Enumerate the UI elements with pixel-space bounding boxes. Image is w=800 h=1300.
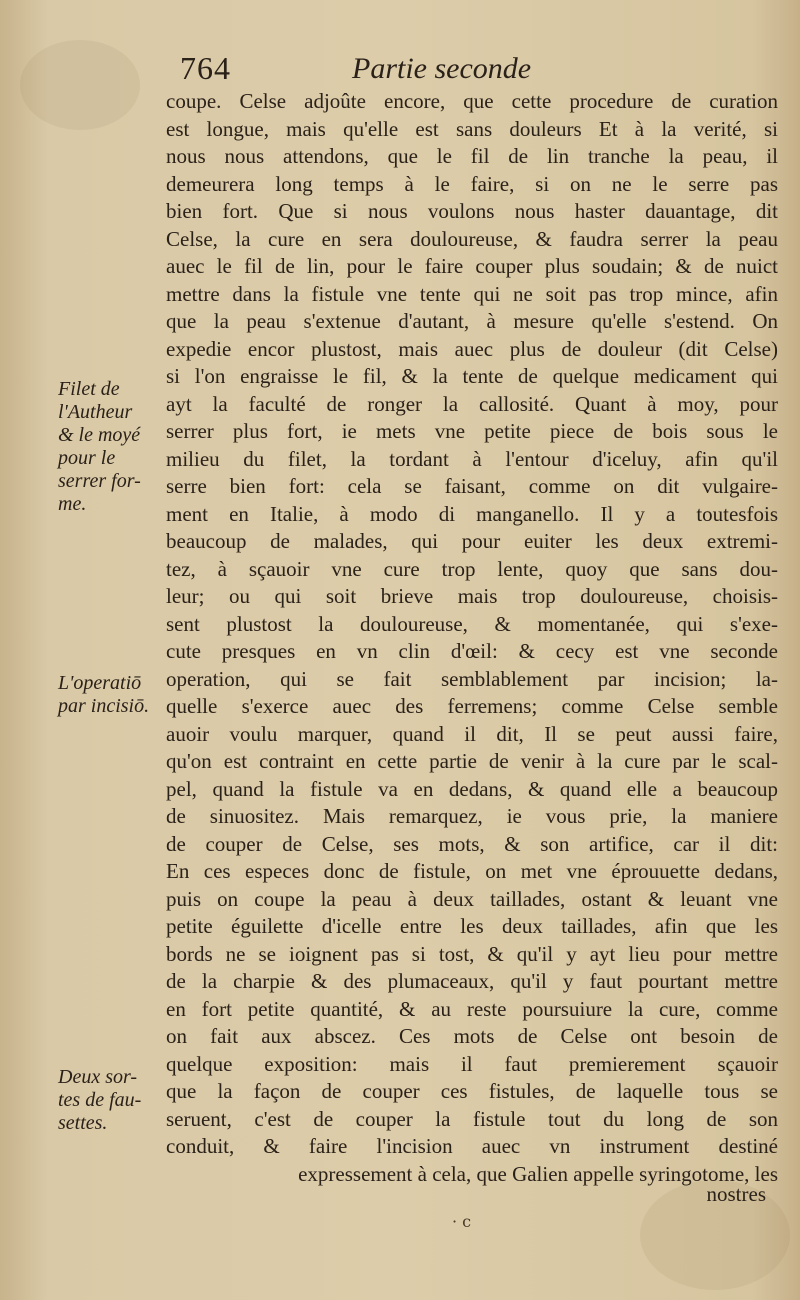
text-line: conduit, & faire l'incision auec vn instrument destiné bbox=[166, 1134, 778, 1158]
text-line: de sinuositez. Mais remarquez, ie vous prie, la maniere bbox=[166, 804, 778, 828]
text-line: nous nous attendons, que le fil de lin tranche la peau, il bbox=[166, 144, 778, 168]
margin-note-line: par incisiō. bbox=[58, 695, 150, 717]
text-line: en fort petite quantité, & au reste poursuiure la cure, comme bbox=[166, 996, 778, 1021]
margin-note-line: Filet de bbox=[58, 378, 120, 400]
margin-note-line: settes. bbox=[58, 1112, 108, 1134]
text-line: quelque exposition: mais il faut premierement sçauoir bbox=[166, 1051, 778, 1076]
text-line: de couper de Celse, ses mots, & son artifice, car il dit: bbox=[166, 831, 778, 856]
text-line: ayt la faculté de ronger la callosité. Quant à moy, pour bbox=[166, 391, 778, 416]
text-line: est longue, mais qu'elle est sans douleurs Et à la verité, si bbox=[166, 116, 778, 141]
margin-note-line: Deux sor- bbox=[58, 1066, 138, 1088]
text-line: on fait aux abscez. Ces mots de Celse ont besoin de bbox=[166, 1024, 778, 1048]
main-text-column bbox=[166, 88, 778, 1188]
text-line: bien fort. Que si nous voulons nous haster dauantage, dit bbox=[166, 199, 778, 223]
text-line: demeurera long temps à le faire, si on ne le serre pas bbox=[166, 171, 778, 196]
text-line: de la charpie & des plumaceaux, qu'il y faut pourtant mettre bbox=[166, 969, 778, 993]
text-line: puis on coupe la peau à deux taillades, ostant & leuant vne bbox=[166, 886, 778, 911]
text-line: serrer plus fort, ie mets vne petite piece de bois sous le bbox=[166, 419, 778, 443]
text-line: leur; ou qui soit brieve mais trop douloureuse, choisis- bbox=[166, 584, 778, 608]
text-line: que la façon de couper ces fistules, de laquelle tous se bbox=[166, 1079, 778, 1103]
margin-note bbox=[58, 378, 170, 516]
text-line: quelle s'exerce auec des ferremens; comme Celse semble bbox=[166, 694, 778, 718]
text-line: seruent, c'est de couper la fistule tout du long de son bbox=[166, 1106, 778, 1131]
text-line: ment en Italie, à modo di manganello. Il y a toutesfois bbox=[166, 501, 778, 526]
margin-note-line: l'Autheur bbox=[58, 401, 133, 423]
margin-note-line: tes de fau- bbox=[58, 1089, 142, 1111]
text-line: tez, à sçauoir vne cure trop lente, quoy que sans dou- bbox=[166, 556, 778, 581]
margin-note-line: L'operatiō bbox=[58, 672, 142, 694]
margin-note-line: serrer for- bbox=[58, 470, 141, 492]
text-line: auoir voulu marquer, quand il dit, Il se peut aussi faire, bbox=[166, 721, 778, 746]
text-line: En ces especes donc de fistule, on met vne éprouuette dedans, bbox=[166, 859, 778, 883]
paper-stain bbox=[20, 40, 140, 130]
text-line: expressement à cela, que Galien appelle syringotome, les bbox=[298, 1161, 778, 1186]
running-title: Partie seconde bbox=[352, 52, 532, 85]
text-line: bords ne se ioignent pas si tost, & qu'il y ayt lieu pour mettre bbox=[166, 941, 778, 966]
text-line: que la peau s'extenue d'autant, à mesure qu'elle s'estend. On bbox=[166, 309, 778, 333]
text-line: expedie encor plustost, mais auec plus de douleur (dit Celse) bbox=[166, 336, 778, 361]
page-number: 764 bbox=[180, 50, 231, 86]
text-line: petite éguilette d'icelle entre les deux taillades, afin que les bbox=[166, 914, 778, 938]
text-line: milieu du filet, la tordant à l'entour d'iceluy, afin qu'il bbox=[166, 446, 778, 471]
text-line: si l'on engraisse le fil, & la tente de quelque medicament qui bbox=[166, 364, 778, 388]
text-line: coupe. Celse adjoûte encore, que cette procedure de curation bbox=[166, 89, 778, 113]
text-line: pel, quand la fistule va en dedans, & quand elle a beaucoup bbox=[166, 776, 778, 801]
margin-note bbox=[58, 1066, 170, 1135]
text-line: cute presques en vn clin d'œil: & cecy est vne seconde bbox=[166, 639, 778, 663]
text-line: serre bien fort: cela se faisant, comme on dit vulgaire- bbox=[166, 474, 778, 498]
text-line: auec le fil de lin, pour le faire couper plus soudain; & de nuict bbox=[166, 254, 778, 278]
signature-mark: · c bbox=[452, 1212, 472, 1231]
margin-note-line: me. bbox=[58, 493, 87, 515]
catchword: nostres bbox=[706, 1182, 766, 1206]
text-line: qu'on est contraint en cette partie de venir à la cure par le scal- bbox=[166, 749, 778, 773]
text-line: sent plustost la douloureuse, & momentanée, qui s'exe- bbox=[166, 611, 778, 636]
text-line: Celse, la cure en sera douloureuse, & faudra serrer la peau bbox=[166, 226, 778, 251]
margin-note-line: & le moyé bbox=[58, 424, 141, 446]
text-line: beaucoup de malades, qui pour euiter les deux extremi- bbox=[166, 529, 778, 553]
margin-note-line: pour le bbox=[58, 447, 116, 469]
text-line: mettre dans la fistule vne tente qui ne soit pas trop mince, afin bbox=[166, 281, 778, 306]
margin-note bbox=[58, 672, 170, 718]
text-line: operation, qui se fait semblablement par incision; la- bbox=[166, 666, 778, 691]
